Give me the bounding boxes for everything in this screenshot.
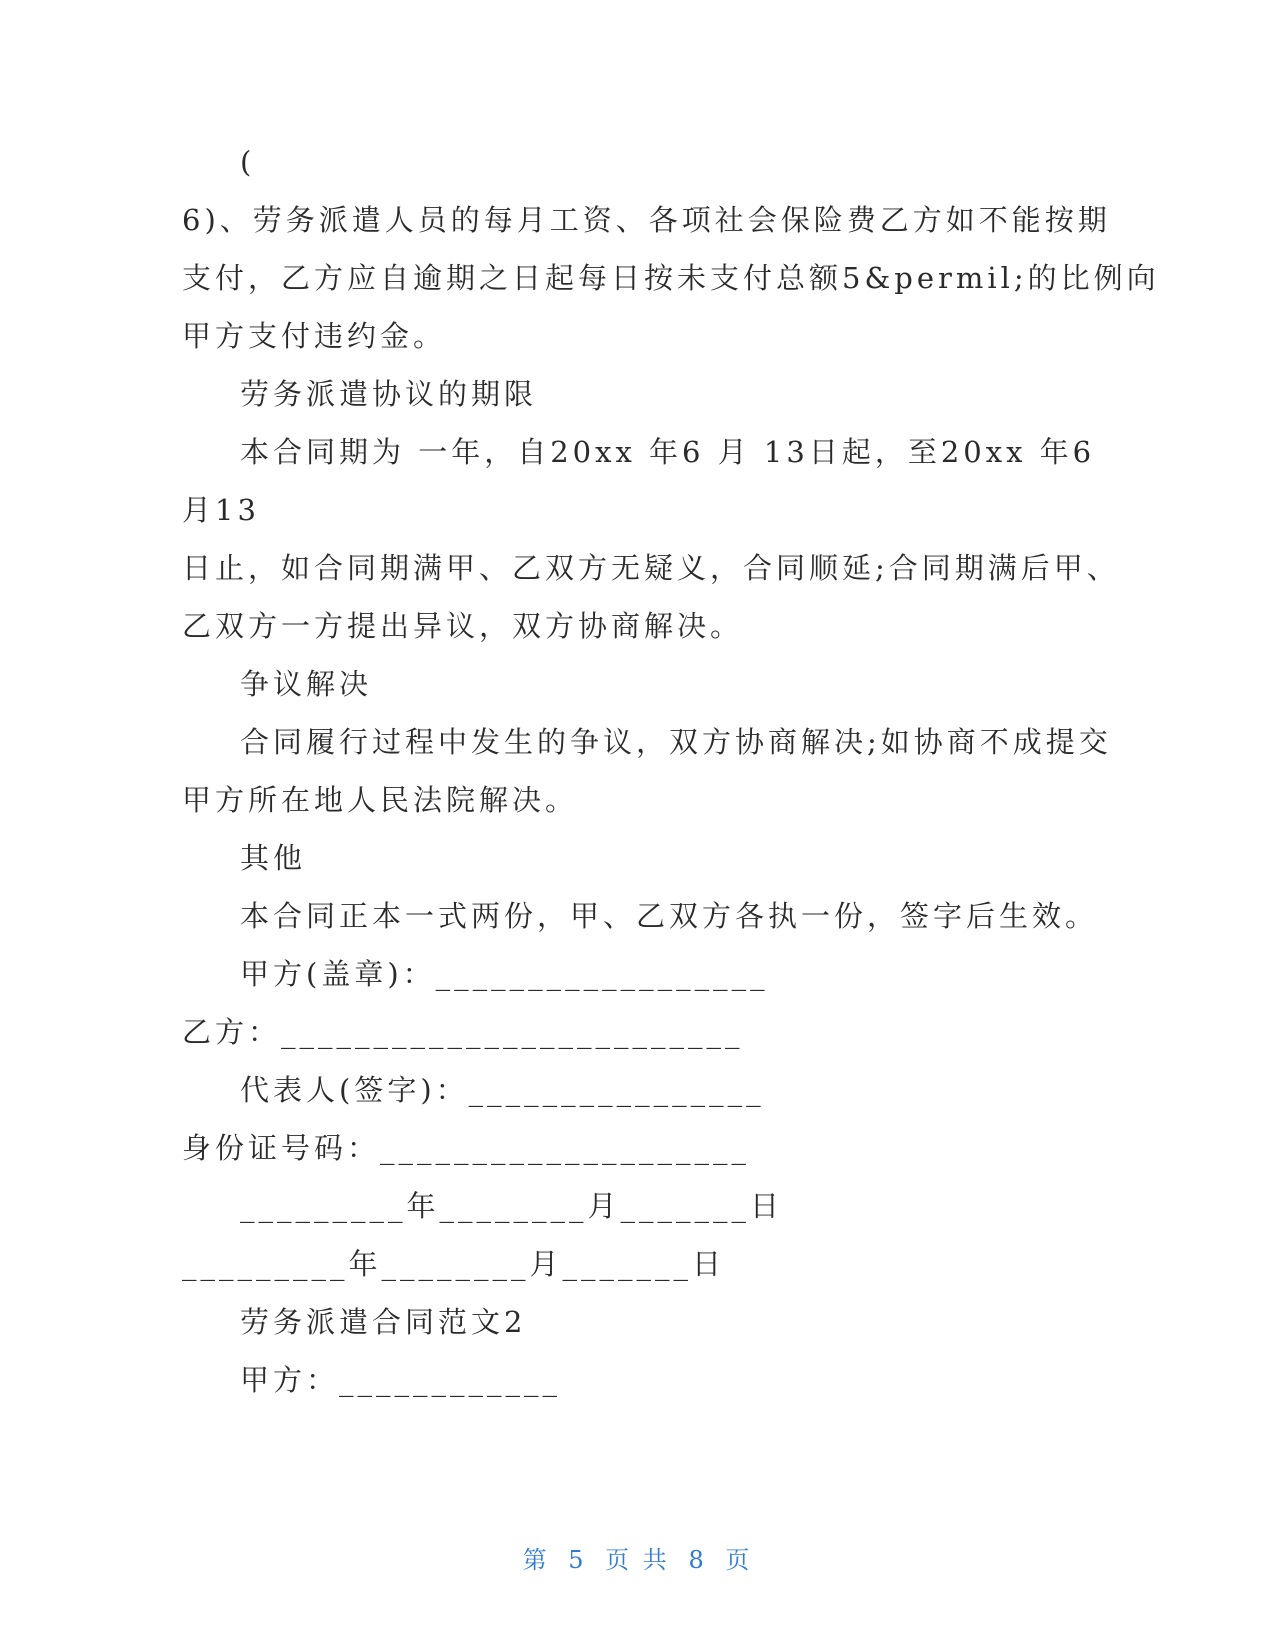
footer-suffix: 页 <box>725 1546 753 1574</box>
section-heading: 劳务派遣合同范文2 <box>240 1305 527 1339</box>
paragraph-line: 6)、劳务派遣人员的每月工资、各项社会保险费乙方如不能按期 <box>182 203 1111 237</box>
id-number-line: 身份证号码：____________________ <box>182 1131 751 1165</box>
section-heading: 其他 <box>240 841 307 875</box>
paragraph-line: 甲方所在地人民法院解决。 <box>182 783 579 817</box>
paragraph-line: 支付，乙方应自逾期之日起每日按未支付总额5&permil;的比例向 <box>182 261 1160 295</box>
paragraph-line: ( <box>240 145 256 179</box>
paragraph-line: 乙双方一方提出异议，双方协商解决。 <box>182 609 744 643</box>
date-line: _________年________月_______日 <box>240 1189 784 1223</box>
paragraph-line: 合同履行过程中发生的争议，双方协商解决;如协商不成提交 <box>240 725 1112 759</box>
current-page-number: 5 <box>568 1546 587 1574</box>
signature-line-representative: 代表人(签字)：________________ <box>240 1073 765 1107</box>
date-line: _________年________月_______日 <box>182 1247 726 1281</box>
paragraph-line: 甲方支付违约金。 <box>182 319 447 353</box>
paragraph-line: 月13 <box>182 493 260 527</box>
paragraph-line: 本合同期为 一年，自20xx 年6 月 13日起，至20xx 年6 <box>240 435 1096 469</box>
page-footer <box>0 1544 1275 1576</box>
signature-line-party-a: 甲方：____________ <box>240 1363 562 1397</box>
paragraph-line: 日止，如合同期满甲、乙双方无疑义，合同顺延;合同期满后甲、 <box>182 551 1120 585</box>
section-heading: 争议解决 <box>240 667 373 701</box>
footer-prefix: 第 <box>522 1546 550 1574</box>
signature-line-party-a: 甲方(盖章)：__________________ <box>240 957 769 991</box>
section-heading: 劳务派遣协议的期限 <box>240 377 538 411</box>
total-page-number: 8 <box>688 1546 707 1574</box>
paragraph-line: 本合同正本一式两份，甲、乙双方各执一份，签字后生效。 <box>240 899 1099 933</box>
footer-middle: 页 共 <box>605 1546 670 1574</box>
signature-line-party-b: 乙方：_________________________ <box>182 1015 744 1049</box>
